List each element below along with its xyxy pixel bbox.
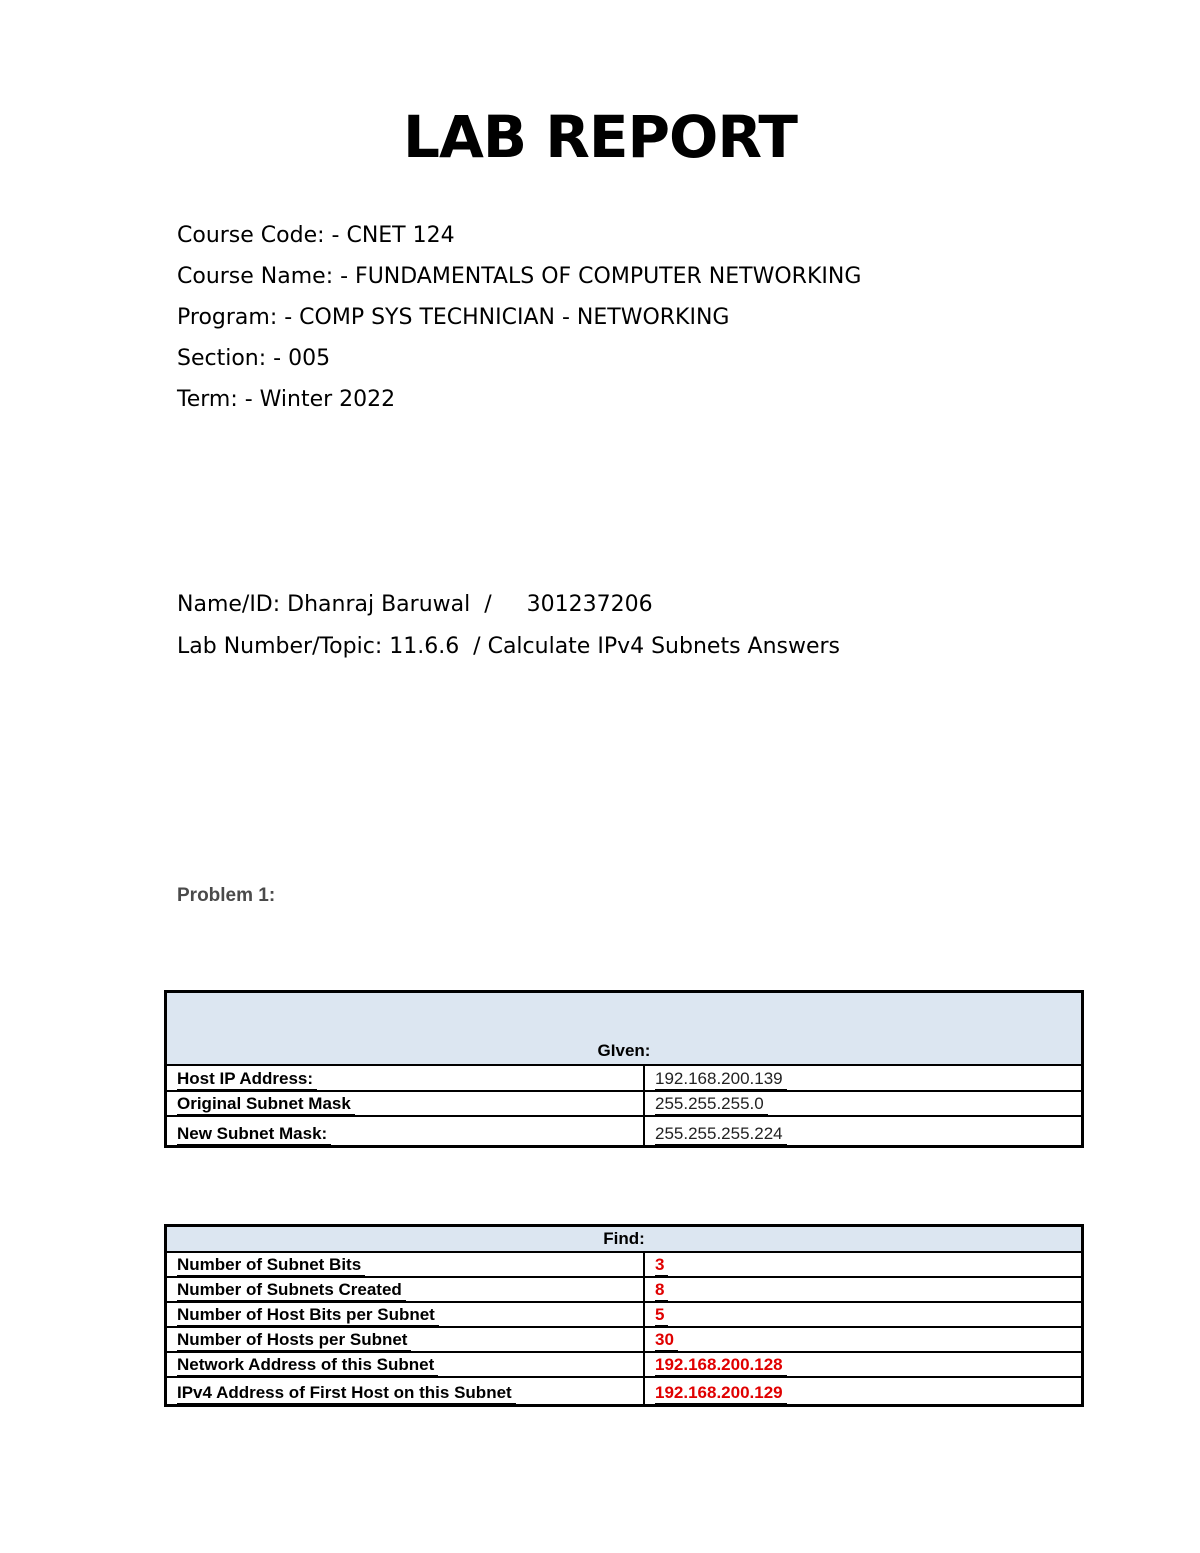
find-value-cell xyxy=(645,1328,1081,1351)
table-row xyxy=(167,1066,1081,1092)
row-label: Network Address of this Subnet xyxy=(177,1355,438,1376)
row-value: 30 xyxy=(655,1330,678,1351)
table-row xyxy=(167,1353,1081,1378)
page-title: LAB REPORT xyxy=(403,103,797,171)
find-header-label: Find: xyxy=(603,1229,645,1248)
row-label: IPv4 Address of First Host on this Subnet xyxy=(177,1383,516,1404)
find-value-cell xyxy=(645,1303,1081,1326)
given-table xyxy=(164,990,1084,1148)
table-row xyxy=(167,1092,1081,1117)
given-label-cell xyxy=(167,1066,645,1090)
table-row xyxy=(167,1303,1081,1328)
find-value-cell xyxy=(645,1278,1081,1301)
program-line: Program: - COMP SYS TECHNICIAN - NETWORKING xyxy=(177,305,730,330)
given-value-cell xyxy=(645,1092,1081,1115)
table-row xyxy=(167,1253,1081,1278)
row-value: 5 xyxy=(655,1305,668,1326)
course-name-line: Course Name: - FUNDAMENTALS OF COMPUTER NETWORKING xyxy=(177,264,862,289)
find-table-header xyxy=(167,1227,1081,1253)
find-value-cell xyxy=(645,1253,1081,1276)
find-label-cell xyxy=(167,1328,645,1351)
row-label: Host IP Address: xyxy=(177,1069,317,1090)
find-label-cell xyxy=(167,1303,645,1326)
table-row xyxy=(167,1328,1081,1353)
given-table-header xyxy=(167,993,1081,1066)
given-value-cell xyxy=(645,1066,1081,1090)
given-header-label: GIven: xyxy=(597,1041,651,1060)
row-value: 192.168.200.139 xyxy=(655,1069,787,1090)
row-value: 3 xyxy=(655,1255,668,1276)
course-code-line: Course Code: - CNET 124 xyxy=(177,223,455,248)
find-value-cell xyxy=(645,1378,1081,1404)
lab-topic-line: Lab Number/Topic: 11.6.6 / Calculate IPv4 Subnets Answers xyxy=(177,634,841,659)
table-row xyxy=(167,1278,1081,1303)
row-value: 255.255.255.224 xyxy=(655,1124,787,1145)
find-label-cell xyxy=(167,1278,645,1301)
row-value: 255.255.255.0 xyxy=(655,1094,768,1115)
given-label-cell xyxy=(167,1117,645,1145)
row-label: Number of Host Bits per Subnet xyxy=(177,1305,439,1326)
find-value-cell xyxy=(645,1353,1081,1376)
problem-label: Problem 1: xyxy=(177,885,276,906)
find-label-cell xyxy=(167,1353,645,1376)
given-value-cell xyxy=(645,1117,1081,1145)
name-id-line: Name/ID: Dhanraj Baruwal / 301237206 xyxy=(177,592,653,617)
row-value: 192.168.200.129 xyxy=(655,1383,787,1404)
row-value: 8 xyxy=(655,1280,668,1301)
given-label-cell xyxy=(167,1092,645,1115)
row-label: New Subnet Mask: xyxy=(177,1124,331,1145)
table-row xyxy=(167,1378,1081,1404)
row-label: Number of Subnets Created xyxy=(177,1280,406,1301)
term-line: Term: - Winter 2022 xyxy=(177,387,396,412)
find-label-cell xyxy=(167,1253,645,1276)
row-label: Number of Subnet Bits xyxy=(177,1255,365,1276)
find-table xyxy=(164,1224,1084,1407)
row-label: Original Subnet Mask xyxy=(177,1094,355,1115)
row-label: Number of Hosts per Subnet xyxy=(177,1330,411,1351)
row-value: 192.168.200.128 xyxy=(655,1355,787,1376)
section-line: Section: - 005 xyxy=(177,346,331,371)
find-label-cell xyxy=(167,1378,645,1404)
table-row xyxy=(167,1117,1081,1145)
